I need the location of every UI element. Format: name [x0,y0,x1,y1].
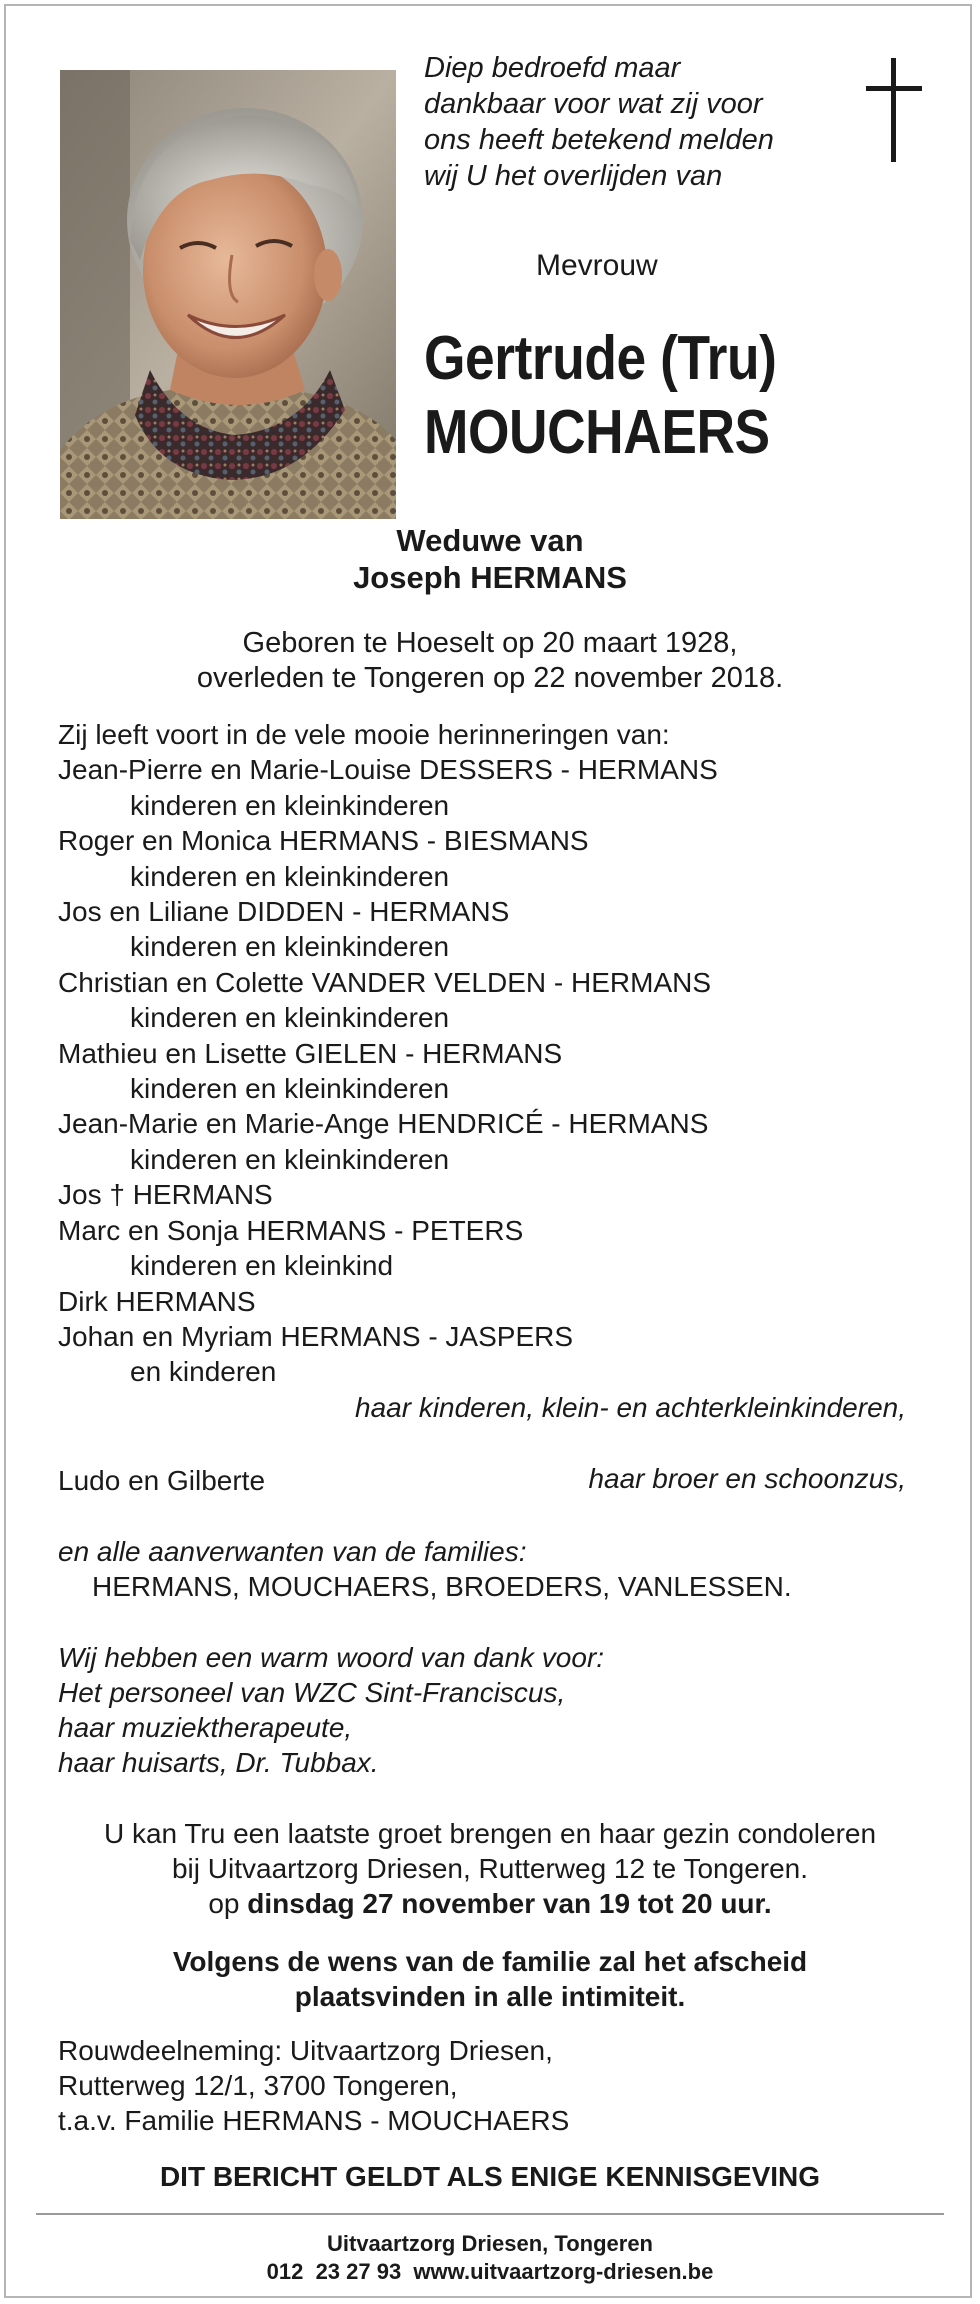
intro-line: wij U het overlijden van [424,160,723,192]
family-line: kinderen en kleinkinderen [130,1073,450,1105]
family-line: kinderen en kleinkinderen [130,1002,450,1034]
family-line: Jean-Pierre en Marie-Louise DESSERS - HERMANS [58,754,718,786]
visitation-line: bij Uitvaartzorg Driesen, Rutterweg 12 te Tongeren. [171,1853,809,1884]
footer-divider [36,2213,944,2215]
intro-line: dankbaar voor wat zij voor [424,88,763,120]
family-line: Christian en Colette VANDER VELDEN - HERMANS [58,966,712,998]
family-line: Jos † HERMANS [58,1179,273,1211]
family-line: Dirk HERMANS [58,1285,256,1317]
family-summary: haar kinderen, klein- en achterkleinkinderen, [355,1392,906,1423]
family-line: kinderen en kleinkinderen [130,931,450,963]
relatives-intro: en alle aanverwanten van de families: [58,1536,527,1567]
family-line: kinderen en kleinkinderen [130,1143,450,1175]
address-line: Rouwdeelneming: Uitvaartzorg Driesen, [58,2035,553,2066]
intro-line: Diep bedroefd maar [424,52,681,84]
death-line: overleden te Tongeren op 22 november 2018. [196,662,784,694]
birth-line: Geboren te Hoeselt op 20 maart 1928, [242,627,738,659]
cross-icon [866,58,922,162]
family-line: kinderen en kleinkinderen [130,789,450,821]
sibling-names: Ludo en Gilberte [58,1465,266,1496]
visitation-prefix: op [208,1888,248,1919]
portrait-photo [60,70,396,519]
footer [0,2230,980,2286]
family-line: Mathieu en Lisette GIELEN - HERMANS [58,1037,563,1069]
family-intro: Zij leeft voort in de vele mooie herinneringen van: [58,719,670,750]
family-line: kinderen en kleinkind [130,1250,394,1282]
thanks-line: Wij hebben een warm woord van dank voor: [58,1642,605,1673]
thanks-line: haar huisarts, Dr. Tubbax. [58,1747,379,1778]
thanks-block [58,1640,604,1780]
visitation-line: U kan Tru een laatste groet brengen en haar gezin condoleren [103,1818,877,1849]
family-line: Johan en Myriam HERMANS - JASPERS [58,1320,574,1352]
footer-company: Uitvaartzorg Driesen, Tongeren [327,2231,653,2256]
visitation-info [0,1816,980,1921]
family-line: Jean-Marie en Marie-Ange HENDRICÉ - HERMANS [58,1108,709,1140]
intro-text [424,50,774,194]
deceased-name [424,322,776,470]
wish-line: plaatsvinden in alle intimiteit. [294,1981,686,2012]
thanks-line: haar muziektherapeute, [58,1712,353,1743]
spouse-name: Joseph HERMANS [353,560,627,595]
family-line: kinderen en kleinkinderen [130,860,450,892]
title-mevrouw: Mevrouw [536,249,658,282]
relatives-families: HERMANS, MOUCHAERS, BROEDERS, VANLESSEN. [92,1571,792,1602]
condolence-address [58,2033,569,2138]
widow-of [0,522,980,596]
address-line: t.a.v. Familie HERMANS - MOUCHAERS [58,2105,570,2136]
intro-line: ons heeft betekend melden [424,124,774,156]
wish-line: Volgens de wens van de familie zal het afscheid [172,1946,808,1977]
thanks-line: Het personeel van WZC Sint-Franciscus, [58,1677,566,1708]
address-line: Rutterweg 12/1, 3700 Tongeren, [58,2070,458,2101]
visitation-date: dinsdag 27 november van 19 tot 20 uur. [247,1888,772,1919]
visitation-time [0,1886,980,1921]
family-list [58,717,718,1390]
sole-notice: DIT BERICHT GELDT ALS ENIGE KENNISGEVING [159,2161,821,2192]
footer-contact: 012 23 27 93 www.uitvaartzorg-driesen.be [266,2259,714,2284]
life-dates [0,626,980,696]
family-line: Jos en Liliane DIDDEN - HERMANS [58,896,510,928]
first-name: Gertrude (Tru) [424,324,777,393]
family-wish [0,1944,980,2014]
sibling-relation: haar broer en schoonzus, [588,1463,906,1494]
family-line: Roger en Monica HERMANS - BIESMANS [58,825,589,857]
family-line: Marc en Sonja HERMANS - PETERS [58,1214,524,1246]
widow-label: Weduwe van [396,523,584,558]
last-name: MOUCHAERS [424,398,770,467]
family-line: en kinderen [130,1356,277,1388]
